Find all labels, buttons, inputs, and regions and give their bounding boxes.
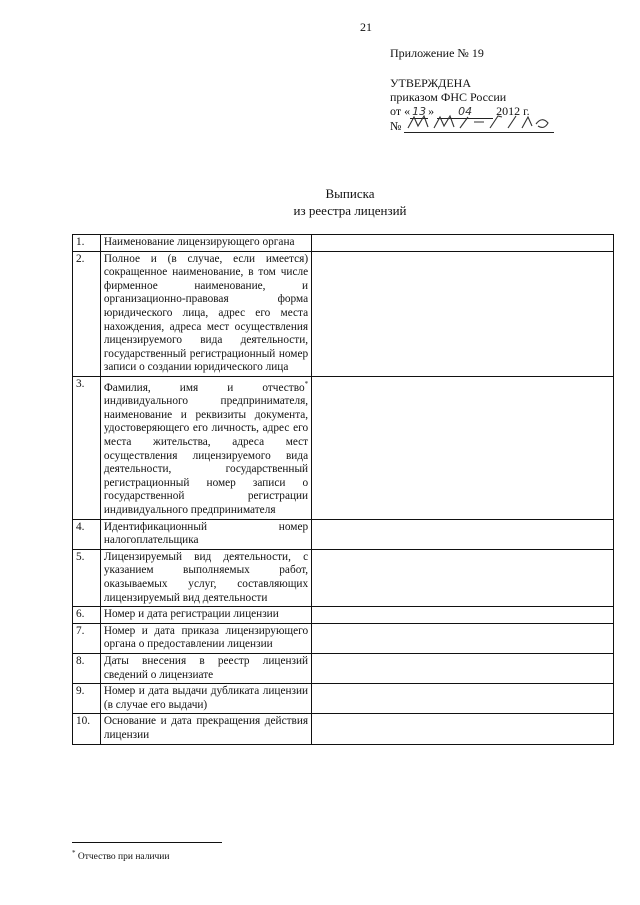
footnote-marker: * [304,379,309,388]
table-row [73,623,614,653]
title-line-2: из реестра лицензий [293,203,407,218]
table-row [73,607,614,624]
row-number: 7. [73,623,101,653]
row-number: 4. [73,519,101,549]
row-value [312,549,614,606]
page-number: 21 [360,20,372,34]
row-value [312,376,614,519]
handwritten-month: 04 [437,106,493,119]
approval-order-by: приказом ФНС России [390,90,507,104]
row-number: 1. [73,235,101,252]
handwritten-number [404,120,554,133]
row-label: Полное и (в случае, если имеется) сокращенное наименование, в том числе фирменное наименование, и организационно-правовая форма юридического лица, адрес его места нахождения, адреса мест осуществления лицензируемого вида деятельности, государственный регистрационный номер записи о создании юридического лица [100,251,311,376]
row-label: Наименование лицензирующего органа [100,235,311,252]
row-label: Номер и дата регистрации лицензии [100,607,311,624]
row-value [312,714,614,744]
row-label [100,376,311,519]
row-label: Основание и дата прекращения действия лицензии [100,714,311,744]
row-label: Лицензируемый вид деятельности, с указанием выполняемых работ, оказываемых услуг, составляющих лицензируемый вид деятельности [100,549,311,606]
row-label: Идентификационный номер налогоплательщика [100,519,311,549]
row-label-rest: индивидуального предпринимателя, наименование и реквизиты документа, удостоверяющего его личность, адрес его места жительства, адреса мест осуществления лицензируемого вида деятельности, государственный регистрационный номер записи о государственной регистрации индивидуального предпринимателя [103,395,309,517]
table-row [73,376,614,519]
row-number: 2. [73,251,101,376]
row-number: 5. [73,549,101,606]
table-row [73,235,614,252]
year-suffix: 2012 г. [496,104,530,118]
approval-status: УТВЕРЖДЕНА [390,76,472,90]
row-label: Номер и дата выдачи дубликата лицензии (в случае его выдачи) [100,684,311,714]
row-number: 6. [73,607,101,624]
row-number: 8. [73,653,101,683]
title-line-1: Выписка [325,186,375,201]
row-value [312,235,614,252]
number-prefix: № [390,119,402,133]
date-prefix: от « [390,104,411,118]
row-value [312,251,614,376]
table-row [73,519,614,549]
footnote-text: Отчество при наличии [75,852,170,863]
table-row [73,684,614,714]
row-value [312,623,614,653]
footnote-mark: * [72,849,76,857]
row-value [312,653,614,683]
table-row [73,549,614,606]
row-number: 10. [73,714,101,744]
approval-block [390,76,554,133]
appendix-label: Приложение № 19 [390,46,484,60]
registry-table [72,234,614,745]
row-value [312,607,614,624]
row-label-start: Фамилия, имя и отчество [103,381,305,394]
table-row [73,251,614,376]
row-number: 9. [73,684,101,714]
row-value [312,519,614,549]
table-row [73,653,614,683]
date-mid: » [428,104,435,118]
footnote [72,849,169,862]
handwritten-number-icon [404,114,554,132]
table-row [73,714,614,744]
row-label: Даты внесения в реестр лицензий сведений о лицензиате [100,653,311,683]
handwritten-day: 13 [412,105,427,118]
footnote-divider [72,842,222,843]
approval-number [390,119,554,133]
row-number: 3. [73,376,101,519]
document-title [0,185,640,219]
row-value [312,684,614,714]
row-label: Номер и дата приказа лицензирующего органа о предоставлении лицензии [100,623,311,653]
